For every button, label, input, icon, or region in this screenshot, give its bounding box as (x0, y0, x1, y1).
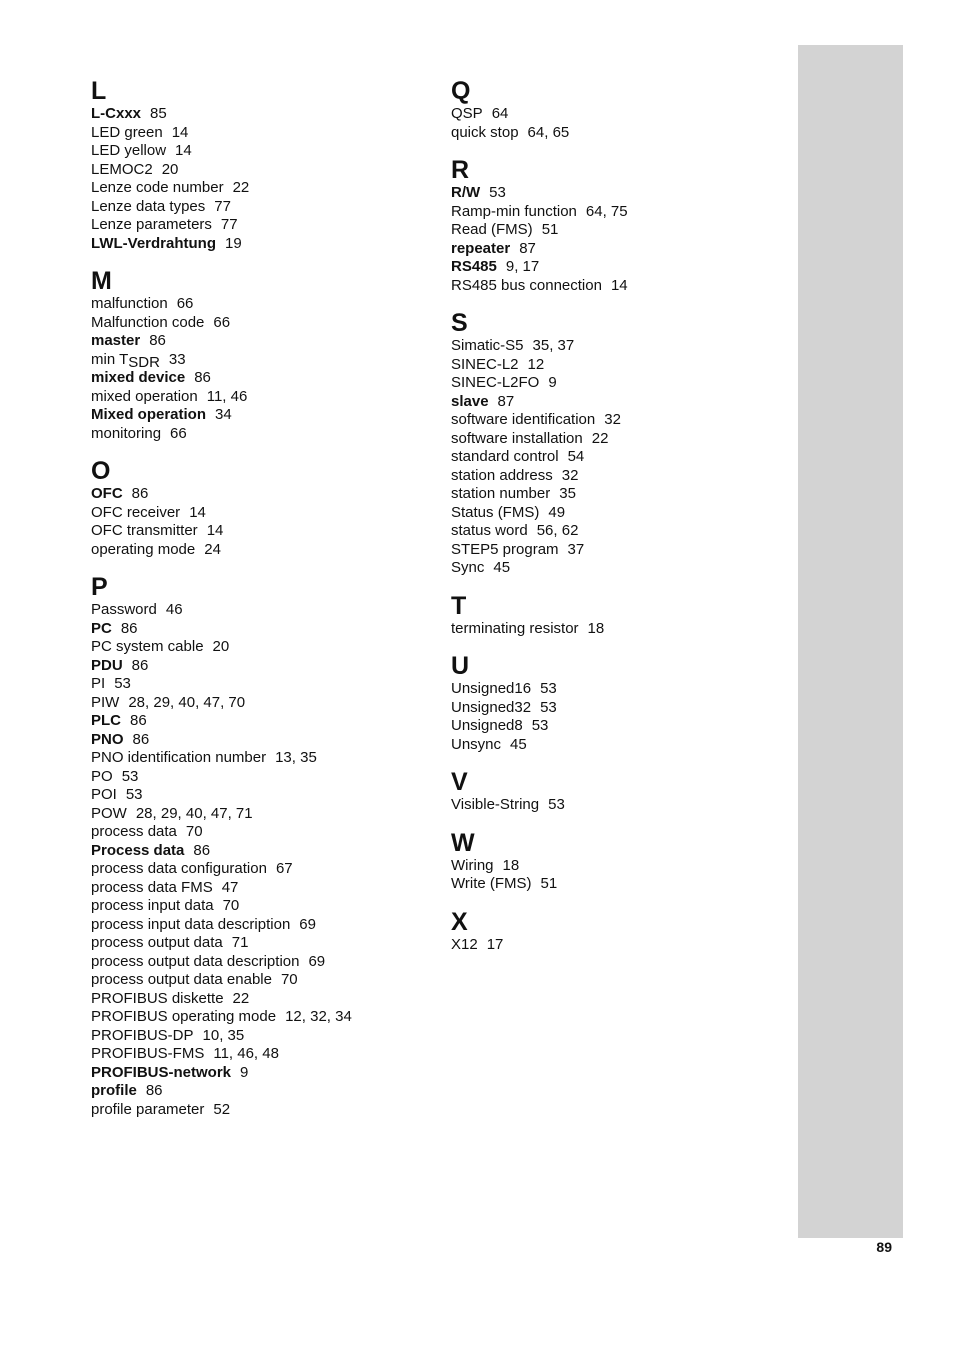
entry-term: L-Cxxx (91, 105, 142, 122)
entry-term: mixed operation (91, 387, 198, 405)
entry-term: Status (FMS) (451, 503, 540, 521)
entry-pages: 64, 75 (585, 202, 628, 220)
entry-pages: 20 (212, 638, 230, 655)
entry-pages: 87 (519, 239, 536, 257)
index-entry (91, 675, 421, 694)
index-entry (451, 393, 781, 412)
index-column-left (91, 78, 421, 1134)
entry-pages: 86 (193, 841, 211, 859)
entry-pages: 35 (559, 485, 576, 502)
index-entry (91, 712, 421, 731)
index-entry (91, 485, 421, 504)
entry-term: Mixed operation (91, 406, 207, 423)
index-entry (451, 541, 781, 560)
index-entry (91, 541, 421, 560)
index-column-right (451, 78, 781, 969)
entry-pages: 64, 65 (527, 123, 570, 141)
index-entry (451, 467, 781, 486)
entry-term: LED green (91, 123, 163, 141)
entry-term: process output data enable (91, 971, 272, 988)
entry-term: LWL-Verdrahtung (91, 234, 216, 252)
entry-pages: 70 (222, 897, 240, 914)
entry-pages: 53 (540, 698, 557, 716)
entry-term: OFC receiver (91, 503, 181, 521)
entry-pages: 45 (493, 559, 511, 576)
entry-term: software identification (451, 411, 596, 428)
entry-pages: 22 (591, 429, 609, 447)
entry-term: PC (91, 619, 112, 637)
entry-pages: 9 (548, 374, 557, 391)
entry-term: PNO (91, 730, 124, 748)
index-entry (91, 601, 421, 620)
entry-pages: 18 (587, 619, 605, 637)
entry-term: RS485 (451, 258, 497, 275)
entry-term: RS485 bus connection (451, 276, 602, 294)
entry-pages: 46 (165, 601, 183, 618)
entry-pages: 86 (131, 656, 149, 674)
entry-pages: 28, 29, 40, 47, 70 (128, 693, 246, 711)
index-entry (91, 295, 421, 314)
entry-term: Write (FMS) (451, 875, 532, 892)
index-section-r (451, 157, 781, 295)
index-entry (91, 406, 421, 425)
section-letter: V (451, 768, 468, 796)
index-entry (91, 1045, 421, 1064)
entry-term: Unsync (451, 735, 502, 753)
entry-pages: 53 (540, 680, 557, 697)
entry-term: PI (91, 675, 106, 692)
index-entry (451, 277, 781, 296)
entry-pages: 24 (204, 540, 221, 558)
entry-term: Malfunction code (91, 313, 205, 331)
index-section-p (91, 574, 421, 1119)
index-entry (91, 198, 421, 217)
index-entry (91, 638, 421, 657)
entry-pages: 18 (502, 856, 520, 874)
entry-term: PNO identification number (91, 749, 267, 766)
entry-pages: 53 (531, 717, 549, 734)
entry-term: LED yellow (91, 142, 167, 159)
entry-pages: 67 (275, 860, 293, 877)
index-section-w (451, 830, 781, 894)
entry-term: process output data (91, 934, 223, 951)
entry-term: SINEC-L2 (451, 355, 519, 373)
index-section-s (451, 310, 781, 578)
entry-term: PO (91, 767, 113, 785)
index-section-x (451, 909, 781, 955)
entry-pages: 66 (213, 313, 231, 331)
entry-term: Unsigned32 (451, 698, 532, 716)
index-entry (91, 235, 421, 254)
section-letter: L (91, 77, 107, 105)
entry-term: process input data (91, 897, 214, 914)
entry-pages: 53 (489, 184, 506, 201)
section-letter: S (451, 309, 468, 337)
index-section-o (91, 458, 421, 559)
entry-term: Unsigned8 (451, 717, 523, 734)
entry-term: POI (91, 786, 117, 803)
index-section-u (451, 653, 781, 754)
entry-term: R/W (451, 184, 481, 201)
entry-pages: 64 (491, 105, 509, 122)
entry-pages: 53 (114, 675, 131, 692)
entry-pages: 52 (213, 1100, 231, 1118)
entry-term: mixed device (91, 369, 186, 386)
entry-pages: 12, 32, 34 (285, 1008, 352, 1025)
index-section-l (91, 78, 421, 253)
index-entry (91, 657, 421, 676)
entry-term: process output data description (91, 952, 300, 970)
entry-term: PROFIBUS diskette (91, 989, 224, 1007)
entry-pages: 66 (170, 424, 187, 442)
entry-pages: 53 (125, 786, 143, 803)
entry-pages: 12 (527, 355, 545, 373)
entry-term: process data (91, 823, 177, 840)
entry-pages: 35, 37 (532, 337, 575, 354)
entry-pages: 70 (280, 971, 298, 988)
entry-pages: 22 (232, 989, 250, 1007)
entry-pages: 77 (220, 216, 238, 233)
entry-pages: 53 (121, 767, 139, 785)
index-entry (91, 142, 421, 161)
index-entry (91, 388, 421, 407)
index-entry (91, 694, 421, 713)
entry-term: PLC (91, 712, 121, 729)
entry-term: Visible-String (451, 796, 540, 813)
index-entry (451, 699, 781, 718)
index-entry (91, 786, 421, 805)
entry-pages: 14 (610, 276, 628, 294)
index-entry (91, 1027, 421, 1046)
entry-pages: 51 (541, 221, 559, 238)
entry-term: QSP (451, 105, 483, 122)
entry-pages: 86 (130, 712, 147, 729)
index-entry (91, 749, 421, 768)
entry-term: PROFIBUS-network (91, 1063, 232, 1081)
index-entry (451, 485, 781, 504)
entry-pages: 11, 46 (206, 387, 248, 405)
entry-pages: 34 (215, 406, 232, 423)
index-entry (91, 351, 421, 370)
entry-term-subscript: SDR (128, 353, 160, 371)
entry-pages: 19 (225, 234, 242, 252)
entry-term: Password (91, 601, 157, 618)
entry-pages: 71 (231, 934, 249, 951)
entry-pages: 56, 62 (536, 522, 579, 539)
index-entry (451, 857, 781, 876)
entry-term: process data FMS (91, 878, 213, 896)
index-entry (451, 559, 781, 578)
entry-pages: 9 (240, 1063, 249, 1081)
entry-term: station number (451, 485, 551, 502)
entry-pages: 69 (308, 952, 326, 970)
entry-term: Read (FMS) (451, 221, 533, 238)
entry-pages: 49 (548, 503, 566, 521)
entry-term: software installation (451, 429, 583, 447)
entry-term: min T (91, 350, 129, 368)
entry-term: LEMOC2 (91, 160, 153, 178)
index-entry (451, 221, 781, 240)
entry-pages: 45 (510, 735, 527, 753)
entry-pages: 86 (120, 619, 138, 637)
entry-term: PDU (91, 656, 123, 674)
entry-pages: 69 (299, 915, 316, 933)
entry-pages: 70 (185, 823, 203, 840)
entry-term: quick stop (451, 123, 519, 141)
entry-pages: 47 (221, 878, 239, 896)
entry-pages: 28, 29, 40, 47, 71 (135, 804, 253, 822)
index-section-q (451, 78, 781, 142)
index-entry (91, 1082, 421, 1101)
index-section-t (451, 593, 781, 639)
section-letter: U (451, 652, 470, 680)
index-entry (451, 717, 781, 736)
section-letter: O (91, 457, 111, 485)
index-entry (451, 504, 781, 523)
entry-term: profile parameter (91, 1100, 205, 1118)
index-entry (91, 216, 421, 235)
index-entry (91, 425, 421, 444)
index-entry (91, 842, 421, 861)
index-entry (451, 448, 781, 467)
entry-pages: 11, 46, 48 (213, 1045, 279, 1062)
entry-pages: 32 (561, 466, 579, 484)
index-entry (91, 522, 421, 541)
entry-pages: 86 (194, 369, 211, 386)
entry-term: Lenze data types (91, 197, 206, 215)
entry-pages: 14 (171, 123, 189, 141)
index-entry (451, 184, 781, 203)
entry-term: profile (91, 1082, 137, 1099)
entry-pages: 9, 17 (505, 258, 540, 275)
entry-pages: 86 (132, 730, 150, 748)
index-entry (451, 374, 781, 393)
index-entry (451, 430, 781, 449)
section-letter: M (91, 267, 112, 295)
entry-pages: 86 (149, 332, 166, 349)
index-entry (91, 1008, 421, 1027)
index-section-v (451, 769, 781, 815)
entry-term: standard control (451, 448, 559, 465)
entry-pages: 32 (604, 411, 621, 428)
entry-term: Simatic-S5 (451, 337, 524, 354)
index-entry (91, 805, 421, 824)
index-entry (451, 680, 781, 699)
index-entry (451, 105, 781, 124)
index-entry (91, 504, 421, 523)
section-letter: R (451, 156, 470, 184)
index-entry (451, 796, 781, 815)
entry-term: Sync (451, 559, 485, 576)
index-entry (91, 731, 421, 750)
entry-pages: 37 (567, 540, 585, 558)
entry-pages: 22 (232, 179, 250, 196)
entry-term: Lenze parameters (91, 216, 212, 233)
entry-pages: 20 (161, 160, 179, 178)
entry-term: PC system cable (91, 638, 204, 655)
index-entry (91, 934, 421, 953)
index-entry (91, 105, 421, 124)
index-entry (91, 990, 421, 1009)
index-entry (91, 161, 421, 180)
entry-term: X12 (451, 935, 478, 953)
index-entry (91, 124, 421, 143)
entry-term: OFC (91, 485, 123, 502)
entry-pages: 17 (486, 935, 504, 953)
entry-pages: 66 (176, 295, 194, 312)
entry-pages: 14 (189, 503, 206, 521)
index-entry (91, 860, 421, 879)
entry-term: repeater (451, 239, 511, 257)
section-letter: W (451, 828, 475, 857)
index-entry (91, 1064, 421, 1083)
index-entry (451, 411, 781, 430)
index-entry (91, 314, 421, 333)
entry-term: terminating resistor (451, 619, 579, 637)
entry-term: STEP5 program (451, 540, 559, 558)
index-entry (451, 124, 781, 143)
entry-pages: 13, 35 (275, 749, 317, 766)
index-entry (451, 620, 781, 639)
entry-term: PROFIBUS operating mode (91, 1008, 277, 1025)
index-entry (451, 203, 781, 222)
entry-term: Wiring (451, 856, 494, 874)
entry-term: monitoring (91, 424, 162, 442)
entry-term: PROFIBUS-DP (91, 1026, 194, 1044)
entry-term: Process data (91, 841, 185, 859)
entry-term: SINEC-L2FO (451, 374, 540, 391)
index-entry (91, 1101, 421, 1120)
entry-pages: 53 (548, 796, 565, 813)
entry-term: process input data description (91, 915, 291, 933)
index-entry (91, 953, 421, 972)
entry-pages: 14 (175, 142, 192, 159)
index-entry (451, 875, 781, 894)
entry-term: POW (91, 804, 127, 822)
entry-term: slave (451, 392, 489, 410)
section-letter: Q (451, 77, 471, 105)
entry-pages: 85 (150, 105, 167, 122)
entry-term: master (91, 332, 141, 349)
index-entry (91, 768, 421, 787)
entry-pages: 33 (168, 350, 186, 368)
index-entry (91, 620, 421, 639)
index-entry (451, 736, 781, 755)
entry-term: malfunction (91, 295, 168, 312)
index-section-m (91, 268, 421, 443)
index-entry (451, 356, 781, 375)
entry-pages: 51 (540, 875, 558, 892)
entry-pages: 87 (497, 392, 515, 410)
index-entry (451, 522, 781, 541)
index-entry (451, 240, 781, 259)
entry-pages: 14 (206, 522, 224, 539)
index-entry (91, 823, 421, 842)
entry-pages: 54 (567, 448, 585, 465)
entry-pages: 86 (131, 485, 149, 502)
entry-pages: 77 (214, 197, 231, 215)
index-entry (91, 971, 421, 990)
entry-term: process data configuration (91, 860, 267, 877)
index-entry (91, 369, 421, 388)
index-entry (451, 337, 781, 356)
entry-term: station address (451, 466, 553, 484)
index-entry (451, 936, 781, 955)
entry-term: Lenze code number (91, 179, 224, 196)
index-entry (91, 897, 421, 916)
entry-term: status word (451, 522, 528, 539)
index-entry (91, 332, 421, 351)
section-letter: T (451, 591, 467, 620)
index-entry (91, 916, 421, 935)
index-entry (91, 179, 421, 198)
page-number: 89 (876, 1239, 892, 1255)
section-letter: X (451, 907, 468, 936)
section-letter: P (91, 573, 108, 601)
entry-term: PROFIBUS-FMS (91, 1045, 205, 1062)
entry-pages: 10, 35 (202, 1026, 245, 1044)
entry-pages: 86 (145, 1082, 163, 1099)
entry-term: PIW (91, 693, 120, 711)
entry-term: OFC transmitter (91, 522, 198, 539)
page-side-bar (798, 45, 903, 1238)
index-entry (91, 879, 421, 898)
entry-term: Ramp-min function (451, 202, 577, 220)
entry-term: operating mode (91, 540, 196, 558)
index-entry (451, 258, 781, 277)
entry-term: Unsigned16 (451, 680, 532, 697)
